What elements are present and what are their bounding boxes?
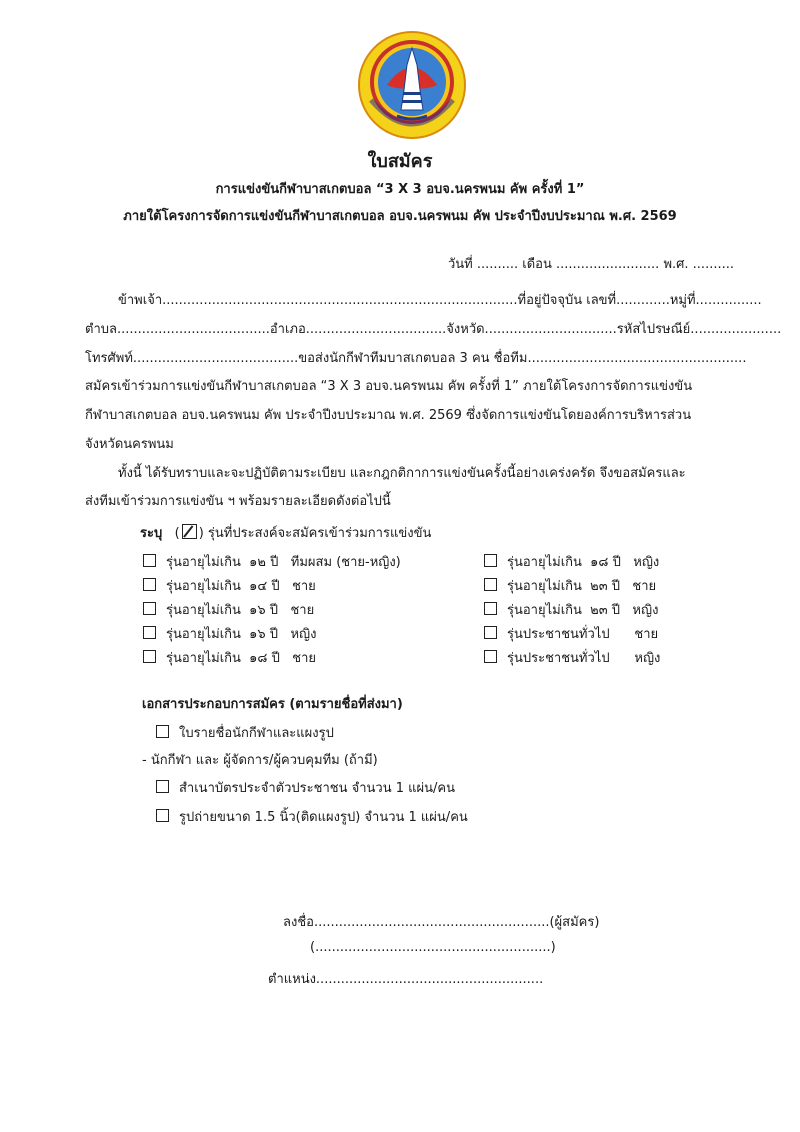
nakhon-phanom-pao-seal-icon [357, 30, 467, 140]
applicant-name-line: ข้าพเจ้า......................................................................................ที่อยู่ปัจจุบัน เลขที่.............หมู่ที่................ [118, 293, 762, 308]
paragraph-line: กีฬาบาสเกตบอล อบจ.นครพนม คัพ ประจำปีงบประมาณ พ.ศ. 2569 ซึ่งจัดการแข่งขันโดยองค์การบริหารส่วน [85, 408, 692, 423]
competition-name: การแข่งขันกีฬาบาสเกตบอล “3 X 3 อบจ.นครพนม คัพ ครั้งที่ 1” [215, 182, 585, 197]
category-option[interactable]: รุ่นอายุไม่เกิน ๑๒ ปี ทีมผสม (ชาย-หญิง) [143, 551, 401, 572]
checkbox-icon[interactable] [484, 602, 497, 615]
paragraph-line: สมัครเข้าร่วมการแข่งขันกีฬาบาสเกตบอล “3 X 3 อบจ.นครพนม คัพ ครั้งที่ 1” ภายใต้โครงการจัดการแข่งขัน [85, 379, 693, 394]
checkbox-icon[interactable] [143, 554, 156, 567]
category-option[interactable]: รุ่นประชาชนทั่วไป ชาย [484, 623, 658, 644]
category-option[interactable]: รุ่นอายุไม่เกิน ๑๔ ปี ชาย [143, 575, 316, 596]
checked-box-icon [182, 524, 197, 539]
position-line: ตำแหน่ง....................................................... [268, 972, 544, 987]
checkbox-icon[interactable] [156, 725, 169, 738]
checkbox-icon[interactable] [156, 780, 169, 793]
project-name: ภายใต้โครงการจัดการแข่งขันกีฬาบาสเกตบอล อบจ.นครพนม คัพ ประจำปีงบประมาณ พ.ศ. 2569 [123, 209, 677, 224]
checkbox-icon[interactable] [143, 602, 156, 615]
paragraph-line: ทั้งนี้ ได้รับทราบและจะปฏิบัติตามระเบียบ และกฎกติกาการแข่งขันครั้งนี้อย่างเคร่งครัด จึงขอสมัครและ [118, 466, 686, 481]
documents-subheading: - นักกีฬา และ ผู้จัดการ/ผู้ควบคุมทีม (ถ้ามี) [142, 753, 378, 768]
form-title: ใบสมัคร [367, 151, 433, 172]
signer-name-line: (.........................................................) [310, 940, 556, 955]
checkbox-icon[interactable] [484, 626, 497, 639]
checkbox-icon[interactable] [143, 578, 156, 591]
category-option[interactable]: รุ่นอายุไม่เกิน ๑๖ ปี ชาย [143, 599, 314, 620]
address-line: ตำบล.....................................อำเภอ..................................จังหวัด................................รหัสไปรษณีย์...................... [85, 322, 782, 337]
checkbox-icon[interactable] [143, 650, 156, 663]
paragraph-line: ส่งทีมเข้าร่วมการแข่งขัน ฯ พร้อมรายละเอียดดังต่อไปนี้ [85, 494, 391, 509]
category-option[interactable]: รุ่นอายุไม่เกิน ๑๖ ปี หญิง [143, 623, 316, 644]
specify-line [140, 522, 431, 543]
documents-heading: เอกสารประกอบการสมัคร (ตามรายชื่อที่ส่งมา) [142, 697, 403, 712]
checkbox-icon[interactable] [484, 650, 497, 663]
category-option[interactable]: รุ่นอายุไม่เกิน ๒๓ ปี หญิง [484, 599, 658, 620]
paragraph-line: จังหวัดนครพนม [85, 437, 174, 452]
category-option[interactable]: รุ่นอายุไม่เกิน ๑๘ ปี ชาย [143, 647, 316, 668]
document-option[interactable]: สำเนาบัตรประจำตัวประชาชน จำนวน 1 แผ่น/คน [156, 777, 455, 798]
specify-paren: ( [174, 526, 180, 541]
date-line: วันที่ .......... เดือน ......................... พ.ศ. .......... [447, 257, 734, 272]
signature-line: ลงชื่อ.........................................................(ผู้สมัคร) [283, 915, 600, 930]
specify-text: ) รุ่นที่ประสงค์จะสมัครเข้าร่วมการแข่งขัน [198, 526, 432, 541]
document-option[interactable]: รูปถ่ายขนาด 1.5 นิ้ว(ติดแผงรูป) จำนวน 1 แผ่น/คน [156, 806, 468, 827]
checkbox-icon[interactable] [156, 809, 169, 822]
specify-label: ระบุ [140, 526, 163, 541]
document-option[interactable]: ใบรายชื่อนักกีฬาและแผงรูป [156, 722, 334, 743]
checkbox-icon[interactable] [484, 554, 497, 567]
checkbox-icon[interactable] [484, 578, 497, 591]
category-option[interactable]: รุ่นอายุไม่เกิน ๒๓ ปี ชาย [484, 575, 656, 596]
phone-team-line: โทรศัพท์........................................ขอส่งนักกีฬาทีมบาสเกตบอล 3 คน ชื่อทีม..................................................... [85, 351, 747, 366]
checkbox-icon[interactable] [143, 626, 156, 639]
category-option[interactable]: รุ่นอายุไม่เกิน ๑๘ ปี หญิง [484, 551, 659, 572]
category-option[interactable]: รุ่นประชาชนทั่วไป หญิง [484, 647, 660, 668]
